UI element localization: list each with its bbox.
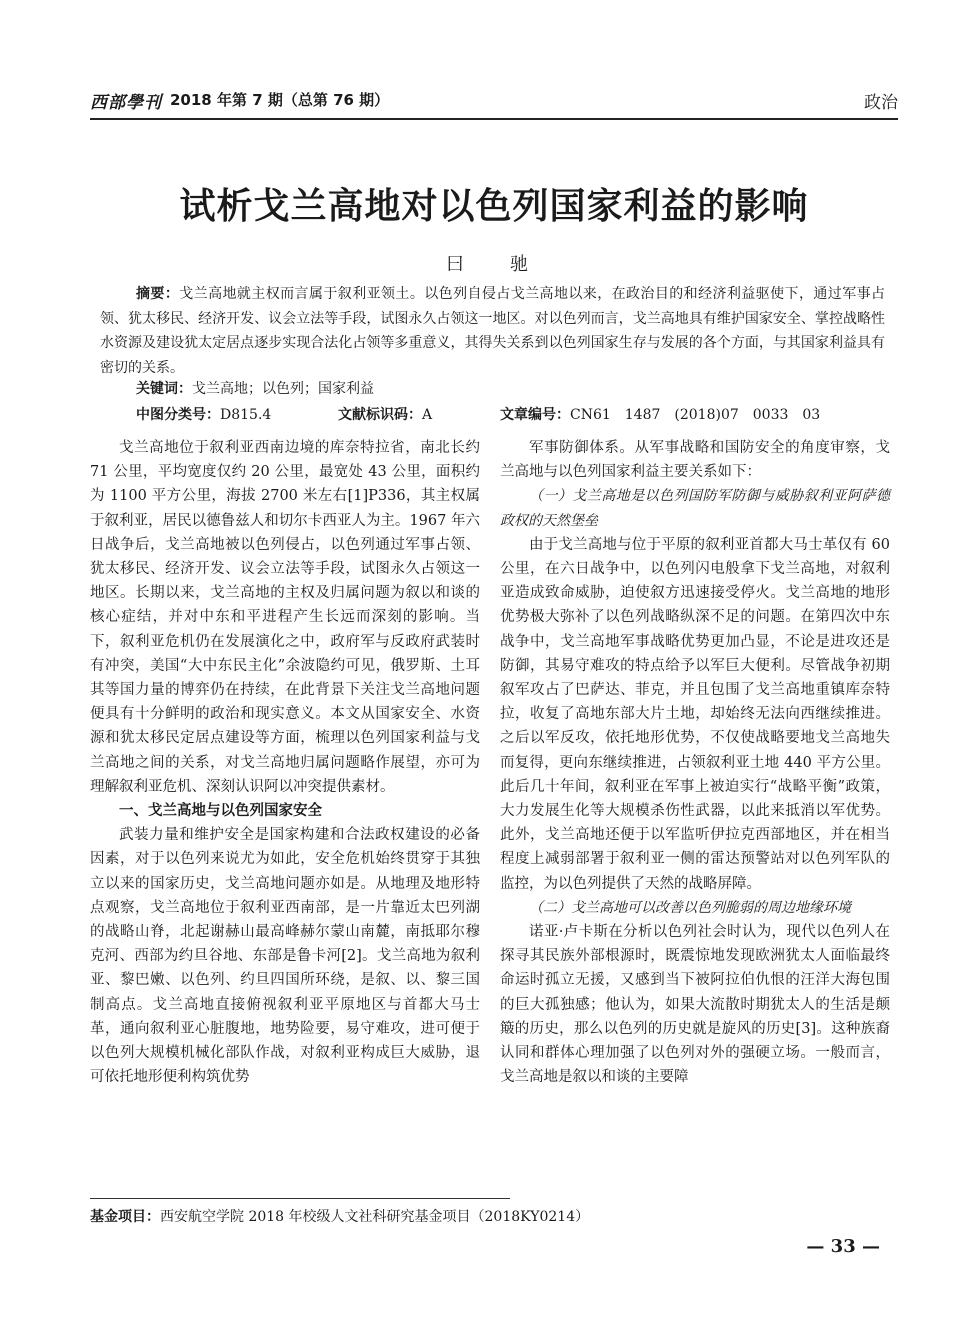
running-header	[90, 88, 898, 114]
abstract-text: 戈兰高地就主权而言属于叙利亚领土。以色列自侵占戈兰高地以来，在政治目的和经济利益驱使下，通过军事占领、犹太移民、经济开发、议会立法等手段，试图永久占领这一地区。对以色列而言，戈兰高地具有维护国家安全、掌控战略性水资源及建设犹太定居点逐步实现合法化占领等多重意义，其得失关系到以色列国家生存与发展的各个方面，与其国家利益具有密切的关系。	[100, 286, 886, 376]
body-column-left	[90, 436, 480, 1089]
clc-label: 中图分类号：	[136, 407, 220, 423]
document-code	[338, 404, 432, 424]
body-column-right	[500, 436, 890, 1089]
funding-footnote	[90, 1206, 589, 1226]
paragraph: 武装力量和维护安全是国家构建和合法政权建设的必备因素，对于以色列来说尤为如此，安全危机始终贯穿于其独立以来的国家历史，戈兰高地问题亦如是。从地理及地形特点观察，戈兰高地位于叙利亚西南部，是一片靠近太巴列湖的战略山脊，北起谢赫山最高峰赫尔蒙山南麓，南抵耶尔穆克河、西部为约旦谷地、东部是鲁卡河[2]。戈兰高地为叙利亚、黎巴嫩、以色列、约旦四国所环绕，是叙、以、黎三国制高点。戈兰高地直接俯视叙利亚平原地区与首都大马士革，通向叙利亚心脏腹地，地势险要，易守难攻，进可便于以色列大规模机械化部队作战，对叙利亚构成巨大威胁，退可依托地形便利构筑优势	[90, 827, 480, 1086]
article-number	[500, 404, 820, 424]
header-rule	[90, 118, 898, 120]
section-heading: （一）戈兰高地是以色列国防军防御与威胁叙利亚阿萨德政权的天然堡垒	[500, 488, 890, 529]
footnote-rule	[90, 1198, 510, 1199]
section-heading: 一、戈兰高地与以色列国家安全	[119, 803, 322, 820]
abstract	[100, 282, 885, 380]
article-number-value: CN61 1487 (2018)07 0033 03	[570, 407, 821, 423]
paragraph: 由于戈兰高地与位于平原的叙利亚首都大马士革仅有 60 公里，在六日战争中，以色列闪电般拿下戈兰高地，对叙利亚造成致命威胁，迫使叙方迅速接受停火。戈兰高地的地形优势极大弥补了以色列战略纵深不足的问题。在第四次中东战争中，戈兰高地军事战略优势更加凸显，不论是进攻还是防御，其易守难攻的特点给予以军巨大便利。尽管战争初期叙军攻占了巴萨达、菲克，并且包围了戈兰高地重镇库奈特拉，收复了高地东部大片土地，却始终无法向西继续推进。之后以军反攻，依托地形优势，不仅使战略要地戈兰高地失而复得，更向东继续推进，占领叙利亚土地 440 平方公里。此后几十年间，叙利亚在军事上被迫实行“战略平衡”政策，大力发展生化等大规模杀伤性武器，以此来抵消以军优势。此外，戈兰高地还便于以军监听伊拉克西部地区，并在相当程度上减弱部署于叙利亚一侧的雷达预警站对以色列军队的监控，为以色列提供了天然的战略屏障。	[500, 536, 890, 892]
footnote-label: 基金项目：	[90, 1209, 160, 1225]
paragraph: 戈兰高地位于叙利亚西南边境的库奈特拉省，南北长约 71 公里，平均宽度仅约 20 公里，最宽处 43 公里，面积约为 1100 平方公里，海拔 2700 米左右[1]P336，其主权属于叙利亚，居民以德鲁兹人和切尔卡西亚人为主。1967 年六日战争后，戈兰高地被以色列侵占，以色列通过军事占领、犹太移民、经济开发、议会立法等手段，试图永久占领这一地区。长期以来，戈兰高地的主权及归属问题为叙以和谈的核心症结，并对中东和平进程产生长远而深刻的影响。当下，叙利亚危机仍在发展演化之中，政府军与反政府武装时有冲突，美国“大中东民主化”余波隐约可见，俄罗斯、土耳其等国力量的博弈仍在持续，在此背景下关注戈兰高地问题便具有十分鲜明的政治和现实意义。本文从国家安全、水资源和犹太移民定居点建设等方面，梳理以色列国家利益与戈兰高地之间的关系，对戈兰高地归属问题略作展望，亦可为理解叙利亚危机、深刻认识阿以冲突提供素材。	[90, 440, 480, 795]
document-code-value: A	[422, 407, 433, 423]
journal-logo: 西部學刊	[90, 93, 162, 113]
journal-issue: 2018 年第 7 期（总第 76 期）	[170, 91, 390, 109]
paragraph: 军事防御体系。从军事战略和国防安全的角度审察，戈兰高地与以色列国家利益主要关系如下：	[500, 440, 890, 481]
paragraph: 诺亚·卢卡斯在分析以色列社会时认为，现代以色列人在探寻其民族外部根源时，既震惊地发现欧洲犹太人面临最终命运时孤立无援，又感到当下被阿拉伯仇恨的汪洋大海包围的巨大孤独感；他认为，如果大流散时期犹太人的生活是颠簸的历史，那么以色列的历史就是旋风的历史[3]。这种族裔认同和群体心理加强了以色列对外的强硬立场。一般而言，戈兰高地是叙以和谈的主要障	[500, 924, 890, 1086]
article-title: 试析戈兰高地对以色列国家利益的影响	[179, 185, 809, 227]
clc-number	[136, 404, 271, 424]
abstract-label: 摘要：	[136, 286, 180, 302]
keywords-label: 关键词：	[136, 381, 192, 397]
keywords	[136, 378, 374, 398]
footnote-text: 西安航空学院 2018 年校级人文社科研究基金项目（2018KY0214）	[160, 1209, 590, 1225]
document-code-label: 文献标识码：	[338, 407, 422, 423]
section-heading: （二）戈兰高地可以改善以色列脆弱的周边地缘环境	[529, 899, 851, 916]
section-label: 政治	[864, 93, 898, 113]
author-name: 曰 驰	[446, 254, 542, 275]
article-number-label: 文章编号：	[500, 407, 570, 423]
clc-value: D815.4	[220, 407, 272, 423]
page-number: — 33 —	[806, 1236, 880, 1257]
keywords-text: 戈兰高地；以色列；国家利益	[192, 381, 374, 397]
